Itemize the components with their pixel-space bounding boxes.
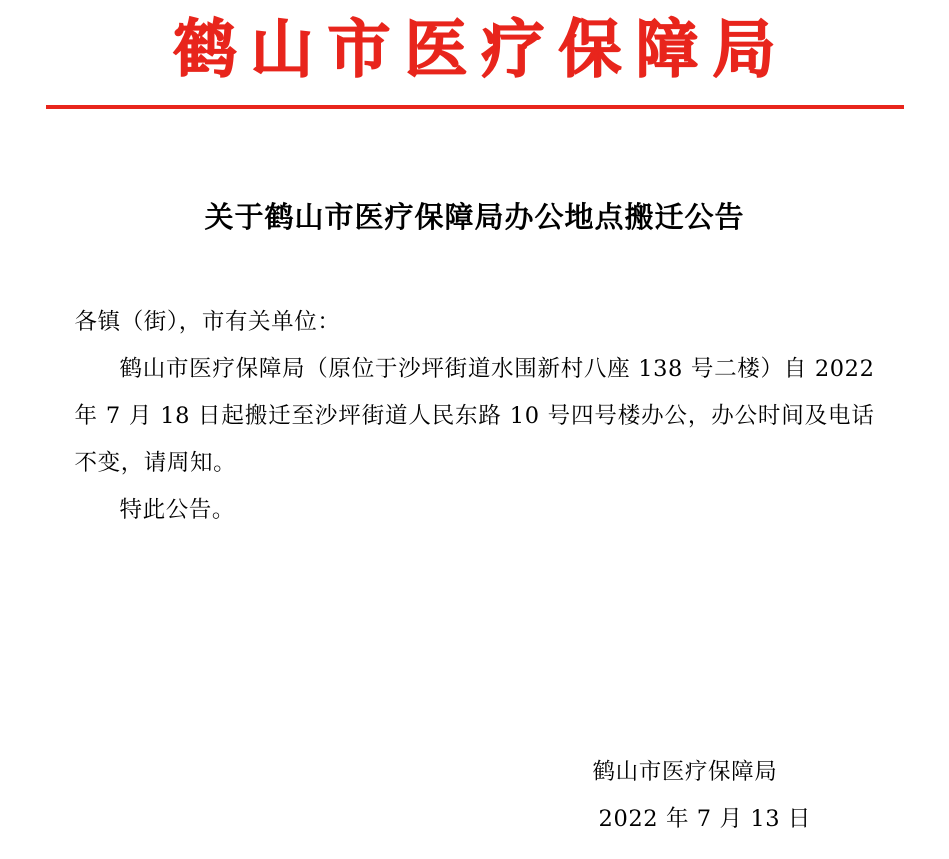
body-paragraph-2: 特此公告。 (119, 497, 236, 524)
signature-date: 2022 年 7 月 13 日 (598, 806, 811, 832)
letterhead-organization: 鹤山市医疗保障局 (173, 12, 790, 86)
document-body (75, 237, 875, 534)
letterhead-divider (46, 105, 904, 109)
letterhead (0, 0, 949, 109)
body-paragraph-1: 鹤山市医疗保障局（原位于沙坪街道水围新村八座 138 号二楼）自 2022 年 7 月 18 日起搬迁至沙坪街道人民东路 10 号四号楼办公，办公时间及电话不变，请周知。 (74, 356, 875, 477)
salutation: 各镇（街），市有关单位： (74, 309, 341, 336)
signature-block (593, 749, 811, 843)
page-title: 关于鹤山市医疗保障局办公地点搬迁公告 (204, 199, 745, 234)
signature-issuer: 鹤山市医疗保障局 (592, 759, 778, 785)
